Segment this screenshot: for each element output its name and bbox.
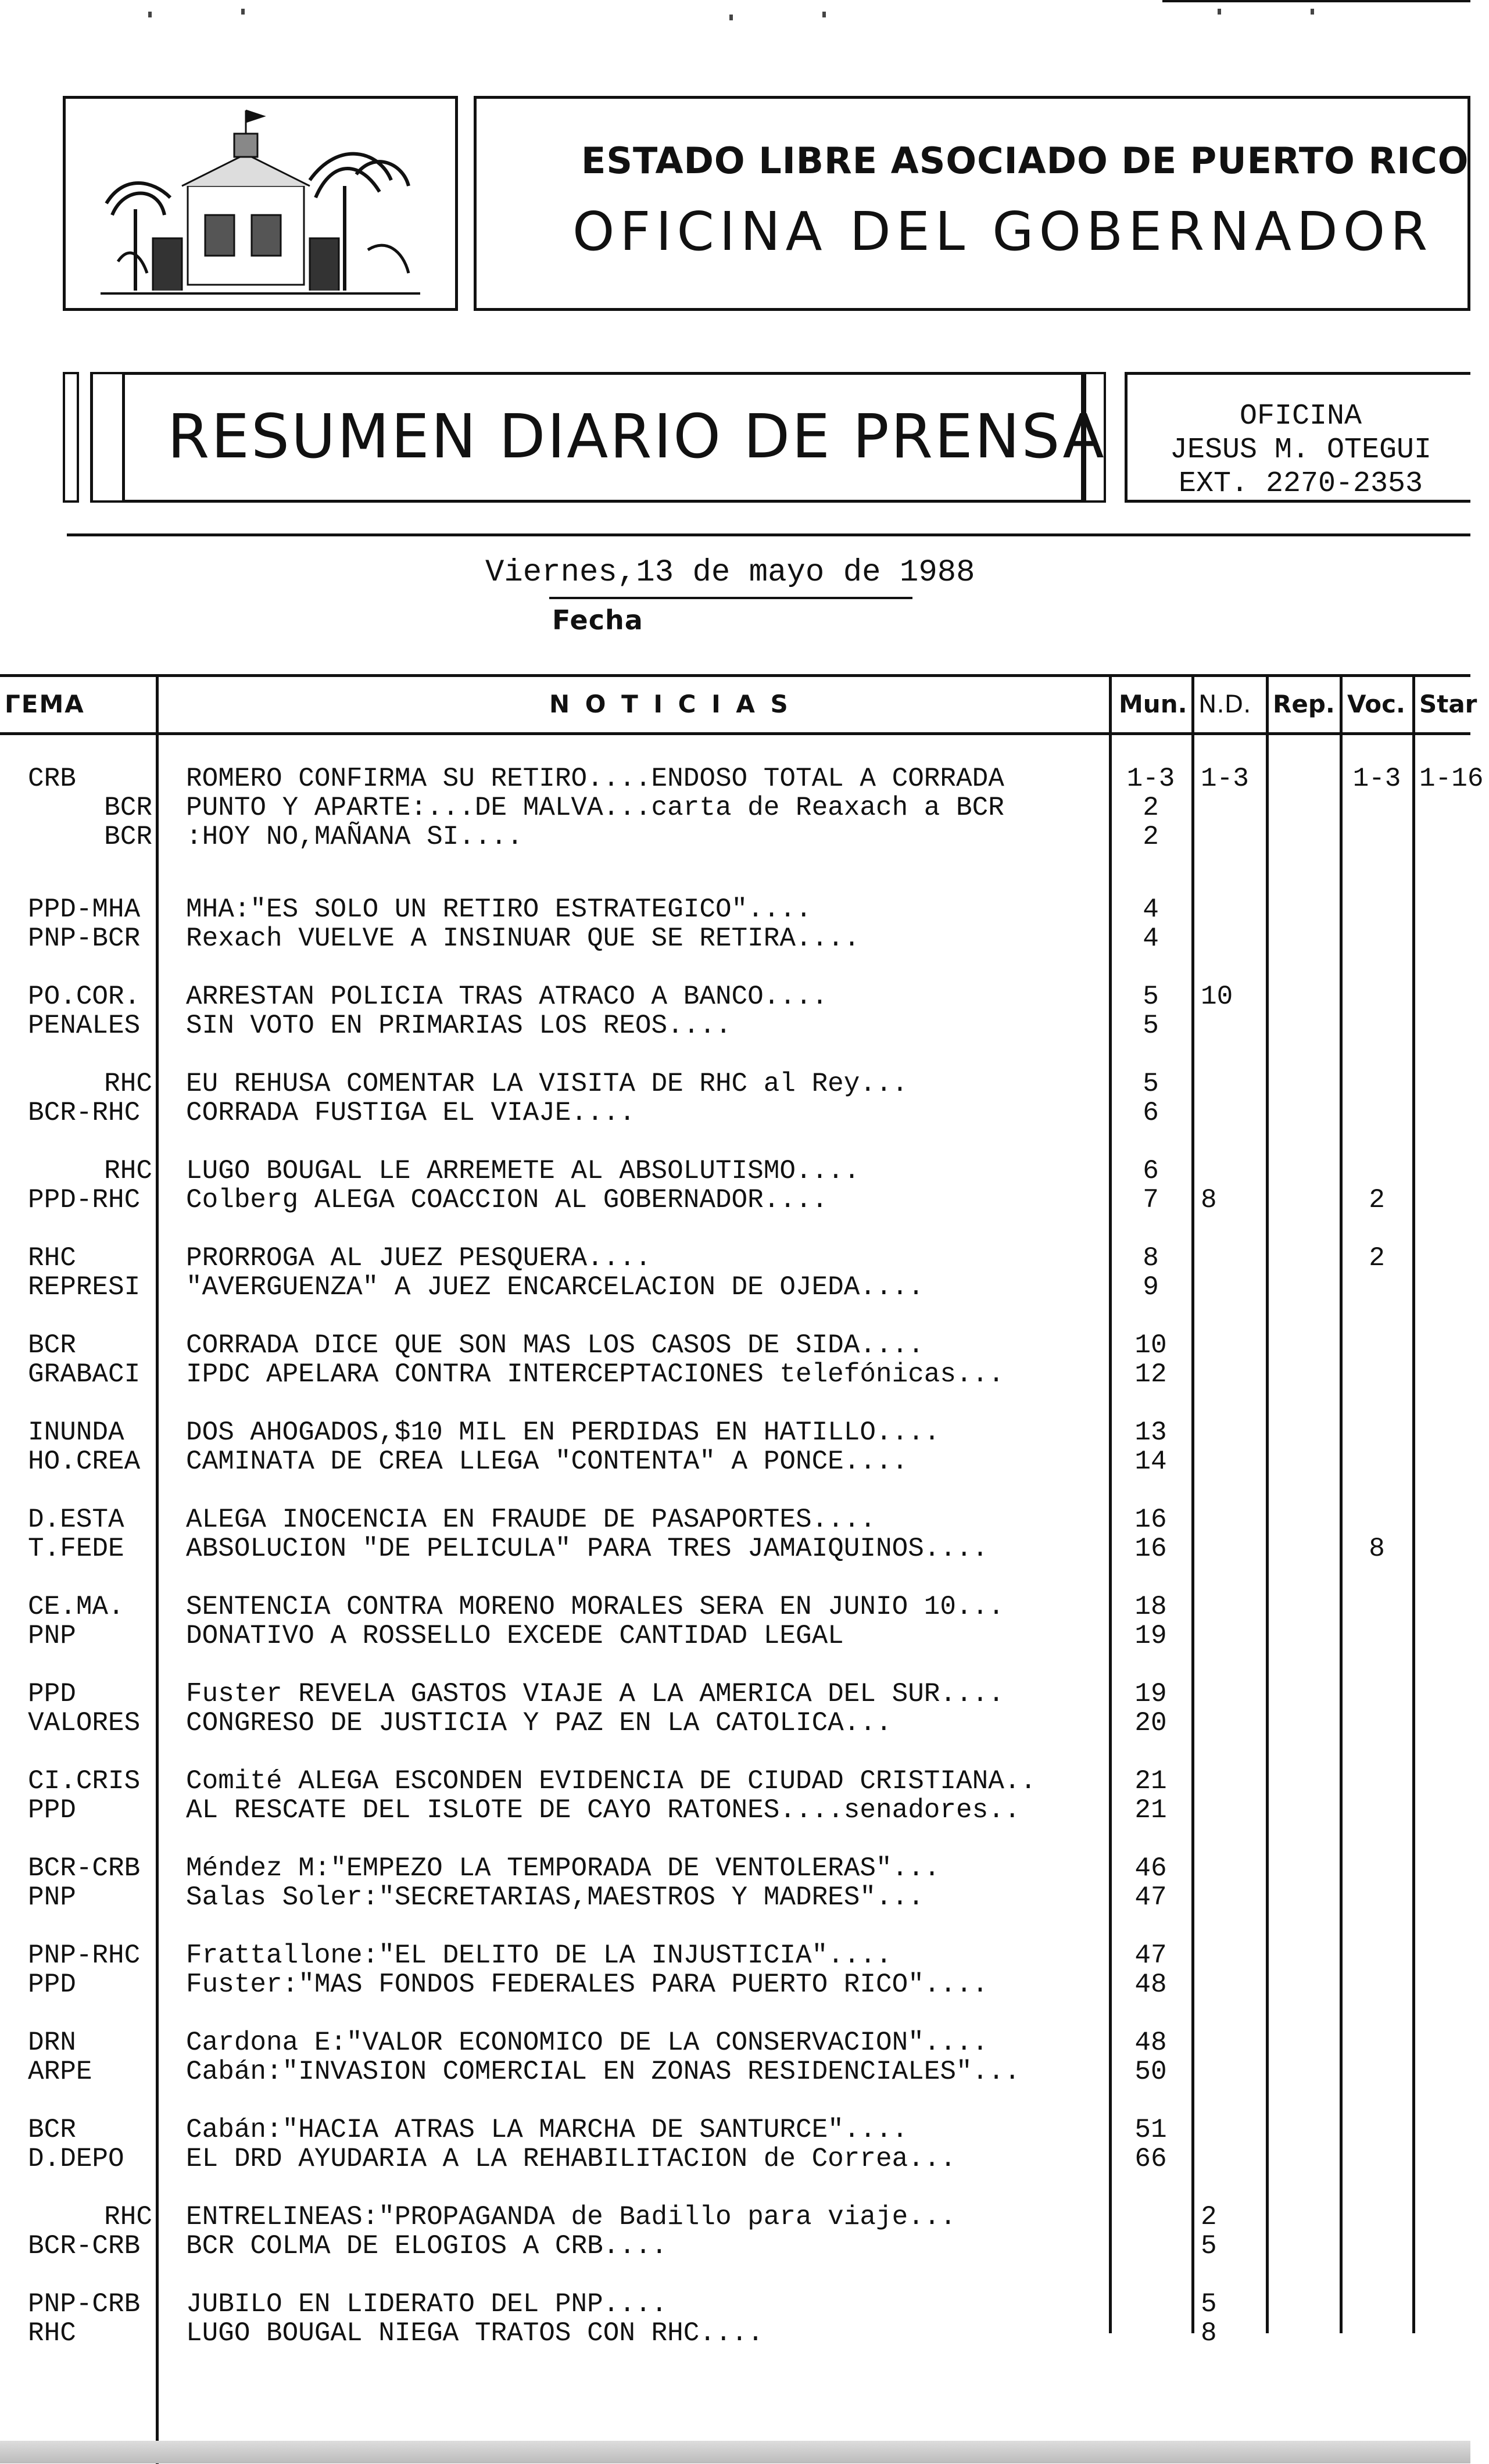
table-header-rule bbox=[0, 732, 1470, 735]
row-mun-page: 4 bbox=[1143, 923, 1159, 954]
row-nd-page: 5 bbox=[1201, 2289, 1217, 2319]
row-tema: BCR-CRB bbox=[28, 1853, 141, 1883]
row-mun-page: 21 bbox=[1134, 1795, 1167, 1825]
row-tema: D.ESTA bbox=[28, 1505, 124, 1535]
row-tema: HO.CREA bbox=[28, 1446, 141, 1477]
row-noticia: CORRADA FUSTIGA EL VIAJE.... bbox=[186, 1098, 635, 1128]
row-mun-page: 7 bbox=[1143, 1185, 1159, 1215]
row-voc-page: 8 bbox=[1369, 1534, 1385, 1564]
row-tema: BCR bbox=[28, 2115, 76, 2145]
office-name: OFICINA DEL GOBERNADOR bbox=[572, 200, 1433, 263]
row-tema: PNP bbox=[28, 1621, 76, 1651]
row-noticia: Comité ALEGA ESCONDEN EVIDENCIA DE CIUDAD CRISTIANA.. bbox=[186, 1766, 1037, 1796]
row-mun-page: 2 bbox=[1143, 822, 1159, 852]
separator-rule bbox=[67, 533, 1470, 536]
row-noticia: LUGO BOUGAL LE ARREMETE AL ABSOLUTISMO.... bbox=[186, 1156, 860, 1186]
row-mun-page: 5 bbox=[1143, 982, 1159, 1012]
row-mun-page: 21 bbox=[1134, 1766, 1167, 1796]
row-noticia: Rexach VUELVE A INSINUAR QUE SE RETIRA.... bbox=[186, 923, 860, 954]
row-mun-page: 9 bbox=[1143, 1272, 1159, 1302]
row-mun-page: 16 bbox=[1134, 1534, 1167, 1564]
row-noticia: IPDC APELARA CONTRA INTERCEPTACIONES telefónicas... bbox=[186, 1359, 1004, 1389]
row-noticia: DONATIVO A ROSSELLO EXCEDE CANTIDAD LEGAL bbox=[186, 1621, 844, 1651]
row-noticia: ROMERO CONFIRMA SU RETIRO....ENDOSO TOTAL A CORRADA bbox=[186, 764, 1004, 794]
row-mun-page: 19 bbox=[1134, 1679, 1167, 1709]
row-tema: ARPE bbox=[28, 2057, 92, 2087]
row-mun-page: 10 bbox=[1134, 1330, 1167, 1360]
row-tema: BCR bbox=[104, 793, 152, 823]
row-mun-page: 14 bbox=[1134, 1446, 1167, 1477]
state-name: ESTADO LIBRE ASOCIADO DE PUERTO RICO bbox=[581, 139, 1469, 182]
office-contact bbox=[1150, 400, 1452, 501]
row-noticia: CAMINATA DE CREA LLEGA "CONTENTA" A PONCE.... bbox=[186, 1446, 908, 1477]
row-tema: RHC bbox=[104, 2202, 152, 2232]
row-noticia: Salas Soler:"SECRETARIAS,MAESTROS Y MADRES"... bbox=[186, 1882, 924, 1913]
row-mun-page: 19 bbox=[1134, 1621, 1167, 1651]
row-noticia: Fuster REVELA GASTOS VIAJE A LA AMERICA DEL SUR.... bbox=[186, 1679, 1004, 1709]
col-header-tema: ΓEMA bbox=[5, 690, 85, 718]
row-tema: DRN bbox=[28, 2028, 76, 2058]
row-mun-page: 48 bbox=[1134, 2028, 1167, 2058]
top-edge-rule bbox=[1162, 0, 1470, 2]
date-value: Viernes,13 de mayo de 1988 bbox=[485, 555, 975, 590]
row-tema: REPRESI bbox=[28, 1272, 141, 1302]
row-noticia: JUBILO EN LIDERATO DEL PNP.... bbox=[186, 2289, 668, 2319]
row-noticia: ARRESTAN POLICIA TRAS ATRACO A BANCO.... bbox=[186, 982, 828, 1012]
governor-mansion-emblem-icon bbox=[66, 99, 455, 308]
row-mun-page: 5 bbox=[1143, 1069, 1159, 1099]
title-right-bar bbox=[1084, 372, 1106, 503]
row-noticia: Fuster:"MAS FONDOS FEDERALES PARA PUERTO RICO".... bbox=[186, 1969, 989, 2000]
row-mun-page: 6 bbox=[1143, 1098, 1159, 1128]
row-noticia: :HOY NO,MAÑANA SI.... bbox=[186, 822, 523, 852]
row-tema: PNP-CRB bbox=[28, 2289, 141, 2319]
row-noticia: Frattallone:"EL DELITO DE LA INJUSTICIA".... bbox=[186, 1940, 892, 1971]
row-tema: PPD bbox=[28, 1795, 76, 1825]
row-noticia: SENTENCIA CONTRA MORENO MORALES SERA EN JUNIO 10... bbox=[186, 1592, 1004, 1622]
row-mun-page: 47 bbox=[1134, 1882, 1167, 1913]
row-tema: CE.MA. bbox=[28, 1592, 124, 1622]
row-tema: PNP-RHC bbox=[28, 1940, 141, 1971]
page-title: RESUMEN DIARIO DE PRENSA bbox=[167, 401, 1106, 472]
row-noticia: Cabán:"INVASION COMERCIAL EN ZONAS RESIDENCIALES"... bbox=[186, 2057, 1021, 2087]
row-noticia: PUNTO Y APARTE:...DE MALVA...carta de Reaxach a BCR bbox=[186, 793, 1004, 823]
row-noticia: CORRADA DICE QUE SON MAS LOS CASOS DE SIDA.... bbox=[186, 1330, 924, 1360]
title-left-bar-2 bbox=[90, 372, 125, 503]
row-nd-page: 10 bbox=[1201, 982, 1233, 1012]
col-header-star: Star bbox=[1419, 690, 1477, 718]
tema-column-rule bbox=[156, 674, 159, 2464]
row-mun-page: 2 bbox=[1143, 793, 1159, 823]
row-tema: BCR-RHC bbox=[28, 1098, 141, 1128]
voc-column-rule bbox=[1412, 674, 1415, 2333]
row-noticia: LUGO BOUGAL NIEGA TRATOS CON RHC.... bbox=[186, 2318, 764, 2348]
row-mun-page: 6 bbox=[1143, 1156, 1159, 1186]
row-mun-page: 50 bbox=[1134, 2057, 1167, 2087]
noticias-column-rule bbox=[1109, 674, 1112, 2333]
row-voc-page: 2 bbox=[1369, 1185, 1385, 1215]
row-noticia: MHA:"ES SOLO UN RETIRO ESTRATEGICO".... bbox=[186, 894, 812, 925]
rep-column-rule bbox=[1340, 674, 1343, 2333]
emblem-box bbox=[63, 96, 458, 311]
row-tema: PNP-BCR bbox=[28, 923, 141, 954]
row-noticia: Cardona E:"VALOR ECONOMICO DE LA CONSERVACION".... bbox=[186, 2028, 989, 2058]
row-mun-page: 1-3 bbox=[1126, 764, 1175, 794]
row-tema: BCR bbox=[28, 1330, 76, 1360]
row-mun-page: 12 bbox=[1134, 1359, 1167, 1389]
row-mun-page: 8 bbox=[1143, 1243, 1159, 1273]
row-noticia: BCR COLMA DE ELOGIOS A CRB.... bbox=[186, 2231, 668, 2261]
col-header-noticias: N O T I C I A S bbox=[549, 690, 792, 718]
row-noticia: CONGRESO DE JUSTICIA Y PAZ EN LA CATOLICA... bbox=[186, 1708, 892, 1738]
row-tema: RHC bbox=[28, 2318, 76, 2348]
row-mun-page: 16 bbox=[1134, 1505, 1167, 1535]
row-tema: PNP bbox=[28, 1882, 76, 1913]
row-noticia: Cabán:"HACIA ATRAS LA MARCHA DE SANTURCE".... bbox=[186, 2115, 908, 2145]
row-tema: CRB bbox=[28, 764, 76, 794]
office-contact-name: JESUS M. OTEGUI bbox=[1169, 434, 1432, 467]
row-tema: CI.CRIS bbox=[28, 1766, 141, 1796]
row-voc-page: 1-3 bbox=[1352, 764, 1401, 794]
row-tema: PENALES bbox=[28, 1011, 141, 1041]
office-extension: EXT. 2270-2353 bbox=[1178, 467, 1423, 500]
row-mun-page: 13 bbox=[1134, 1417, 1167, 1448]
row-noticia: EU REHUSA COMENTAR LA VISITA DE RHC al Rey... bbox=[186, 1069, 908, 1099]
row-noticia: PRORROGA AL JUEZ PESQUERA.... bbox=[186, 1243, 652, 1273]
scan-bottom-shade bbox=[0, 2441, 1470, 2463]
row-mun-page: 4 bbox=[1143, 894, 1159, 925]
row-tema: T.FEDE bbox=[28, 1534, 124, 1564]
scan-speck bbox=[148, 12, 152, 17]
row-noticia: AL RESCATE DEL ISLOTE DE CAYO RATONES....senadores.. bbox=[186, 1795, 1021, 1825]
scan-speck bbox=[822, 12, 826, 17]
row-noticia: "AVERGUENZA" A JUEZ ENCARCELACION DE OJEDA.... bbox=[186, 1272, 924, 1302]
row-nd-page: 2 bbox=[1201, 2202, 1217, 2232]
row-mun-page: 18 bbox=[1134, 1592, 1167, 1622]
row-star-page: 1-16 bbox=[1419, 764, 1484, 794]
row-tema: PPD bbox=[28, 1969, 76, 2000]
nd-column-rule bbox=[1266, 674, 1269, 2333]
date-underline bbox=[549, 597, 912, 599]
row-tema: BCR bbox=[104, 822, 152, 852]
table-top-rule bbox=[0, 674, 1470, 677]
row-noticia: ENTRELINEAS:"PROPAGANDA de Badillo para viaje... bbox=[186, 2202, 957, 2232]
scan-speck bbox=[1218, 9, 1221, 15]
scan-speck bbox=[1311, 9, 1314, 15]
row-mun-page: 20 bbox=[1134, 1708, 1167, 1738]
row-voc-page: 2 bbox=[1369, 1243, 1385, 1273]
row-noticia: Méndez M:"EMPEZO LA TEMPORADA DE VENTOLERAS"... bbox=[186, 1853, 940, 1883]
row-tema: RHC bbox=[104, 1069, 152, 1099]
row-nd-page: 5 bbox=[1201, 2231, 1217, 2261]
row-tema: PO.COR. bbox=[28, 982, 141, 1012]
row-mun-page: 51 bbox=[1134, 2115, 1167, 2145]
col-header-rep: Rep. bbox=[1273, 690, 1335, 718]
col-header-voc: Voc. bbox=[1347, 690, 1405, 718]
row-tema: RHC bbox=[104, 1156, 152, 1186]
title-left-bar bbox=[63, 372, 79, 503]
row-mun-page: 5 bbox=[1143, 1011, 1159, 1041]
row-mun-page: 48 bbox=[1134, 1969, 1167, 2000]
row-nd-page: 8 bbox=[1201, 2318, 1217, 2348]
row-tema: INUNDA bbox=[28, 1417, 124, 1448]
row-noticia: Colberg ALEGA COACCION AL GOBERNADOR.... bbox=[186, 1185, 828, 1215]
col-header-nd: N.D. bbox=[1198, 690, 1251, 718]
date-label: Fecha bbox=[552, 604, 643, 636]
scan-speck bbox=[729, 15, 733, 20]
row-mun-page: 46 bbox=[1134, 1853, 1167, 1883]
mun-column-rule bbox=[1191, 674, 1194, 2333]
row-noticia: DOS AHOGADOS,$10 MIL EN PERDIDAS EN HATILLO.... bbox=[186, 1417, 940, 1448]
scan-speck bbox=[241, 9, 245, 15]
row-noticia: ALEGA INOCENCIA EN FRAUDE DE PASAPORTES.... bbox=[186, 1505, 876, 1535]
row-nd-page: 8 bbox=[1201, 1185, 1217, 1215]
row-mun-page: 66 bbox=[1134, 2144, 1167, 2174]
office-line-1: OFICINA bbox=[1239, 400, 1362, 433]
row-mun-page: 47 bbox=[1134, 1940, 1167, 1971]
row-noticia: EL DRD AYUDARIA A LA REHABILITACION de Correa... bbox=[186, 2144, 957, 2174]
row-tema: RHC bbox=[28, 1243, 76, 1273]
col-header-mun: Mun. bbox=[1119, 690, 1187, 718]
row-tema: PPD-RHC bbox=[28, 1185, 141, 1215]
row-noticia: ABSOLUCION "DE PELICULA" PARA TRES JAMAIQUINOS.... bbox=[186, 1534, 989, 1564]
row-tema: BCR-CRB bbox=[28, 2231, 141, 2261]
row-tema: GRABACI bbox=[28, 1359, 141, 1389]
row-noticia: SIN VOTO EN PRIMARIAS LOS REOS.... bbox=[186, 1011, 732, 1041]
row-tema: D.DEPO bbox=[28, 2144, 124, 2174]
row-tema: VALORES bbox=[28, 1708, 141, 1738]
row-nd-page: 1-3 bbox=[1201, 764, 1249, 794]
row-tema: PPD-MHA bbox=[28, 894, 141, 925]
row-tema: PPD bbox=[28, 1679, 76, 1709]
